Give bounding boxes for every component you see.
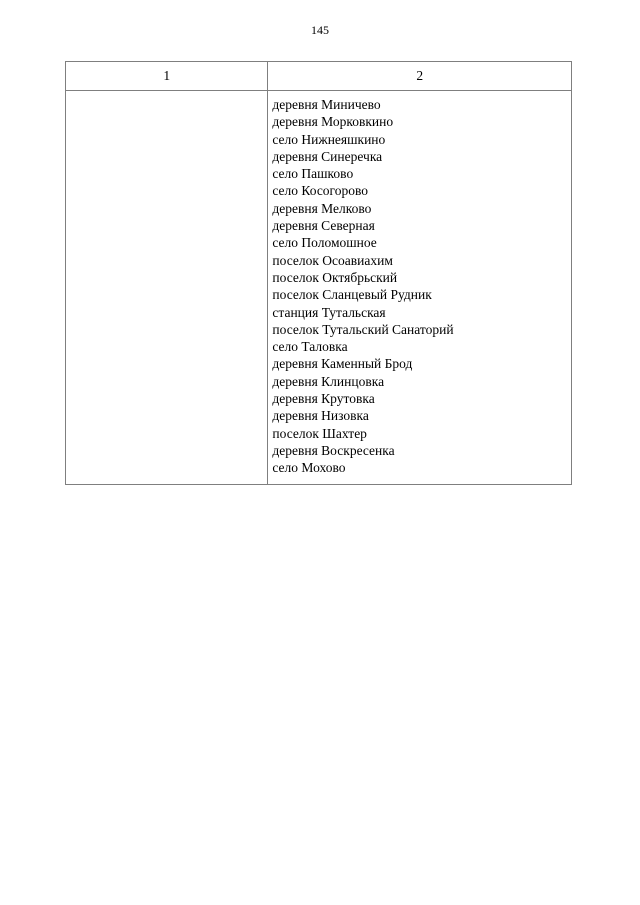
- list-item: деревня Каменный Брод: [272, 356, 413, 372]
- list-item: деревня Клинцовка: [272, 373, 385, 389]
- table-header-row: [66, 62, 572, 91]
- column-header-1: 1: [66, 62, 268, 91]
- settlement-list: [268, 91, 571, 484]
- column-1-cell: [66, 91, 268, 485]
- list-item: деревня Морковкино: [272, 114, 394, 130]
- list-item: деревня Синеречка: [272, 148, 383, 164]
- list-item: деревня Северная: [272, 218, 375, 234]
- list-item: поселок Сланцевый Рудник: [272, 287, 432, 303]
- list-item: поселок Октябрьский: [272, 269, 398, 285]
- table-row: [66, 91, 572, 485]
- list-item: поселок Шахтер: [272, 425, 367, 441]
- list-item: село Мохово: [272, 460, 346, 476]
- list-item: деревня Низовка: [272, 408, 369, 424]
- list-item: деревня Мелково: [272, 200, 372, 216]
- list-item: село Поломошное: [272, 235, 377, 251]
- column-header-2: 2: [268, 62, 572, 91]
- list-item: станция Тутальская: [272, 304, 386, 320]
- list-item: поселок Осоавиахим: [272, 252, 393, 268]
- list-item: село Нижнеяшкино: [272, 131, 386, 147]
- page-number: 145: [311, 23, 329, 37]
- settlements-table: [65, 61, 572, 485]
- list-item: село Косогорово: [272, 183, 369, 199]
- list-item: деревня Воскресенка: [272, 442, 395, 458]
- list-item: село Таловка: [272, 339, 348, 355]
- list-item: деревня Крутовка: [272, 391, 375, 407]
- column-2-cell: [268, 91, 572, 485]
- list-item: поселок Тутальский Санаторий: [272, 321, 454, 337]
- list-item: деревня Миничево: [272, 97, 381, 112]
- list-item: село Пашково: [272, 166, 354, 182]
